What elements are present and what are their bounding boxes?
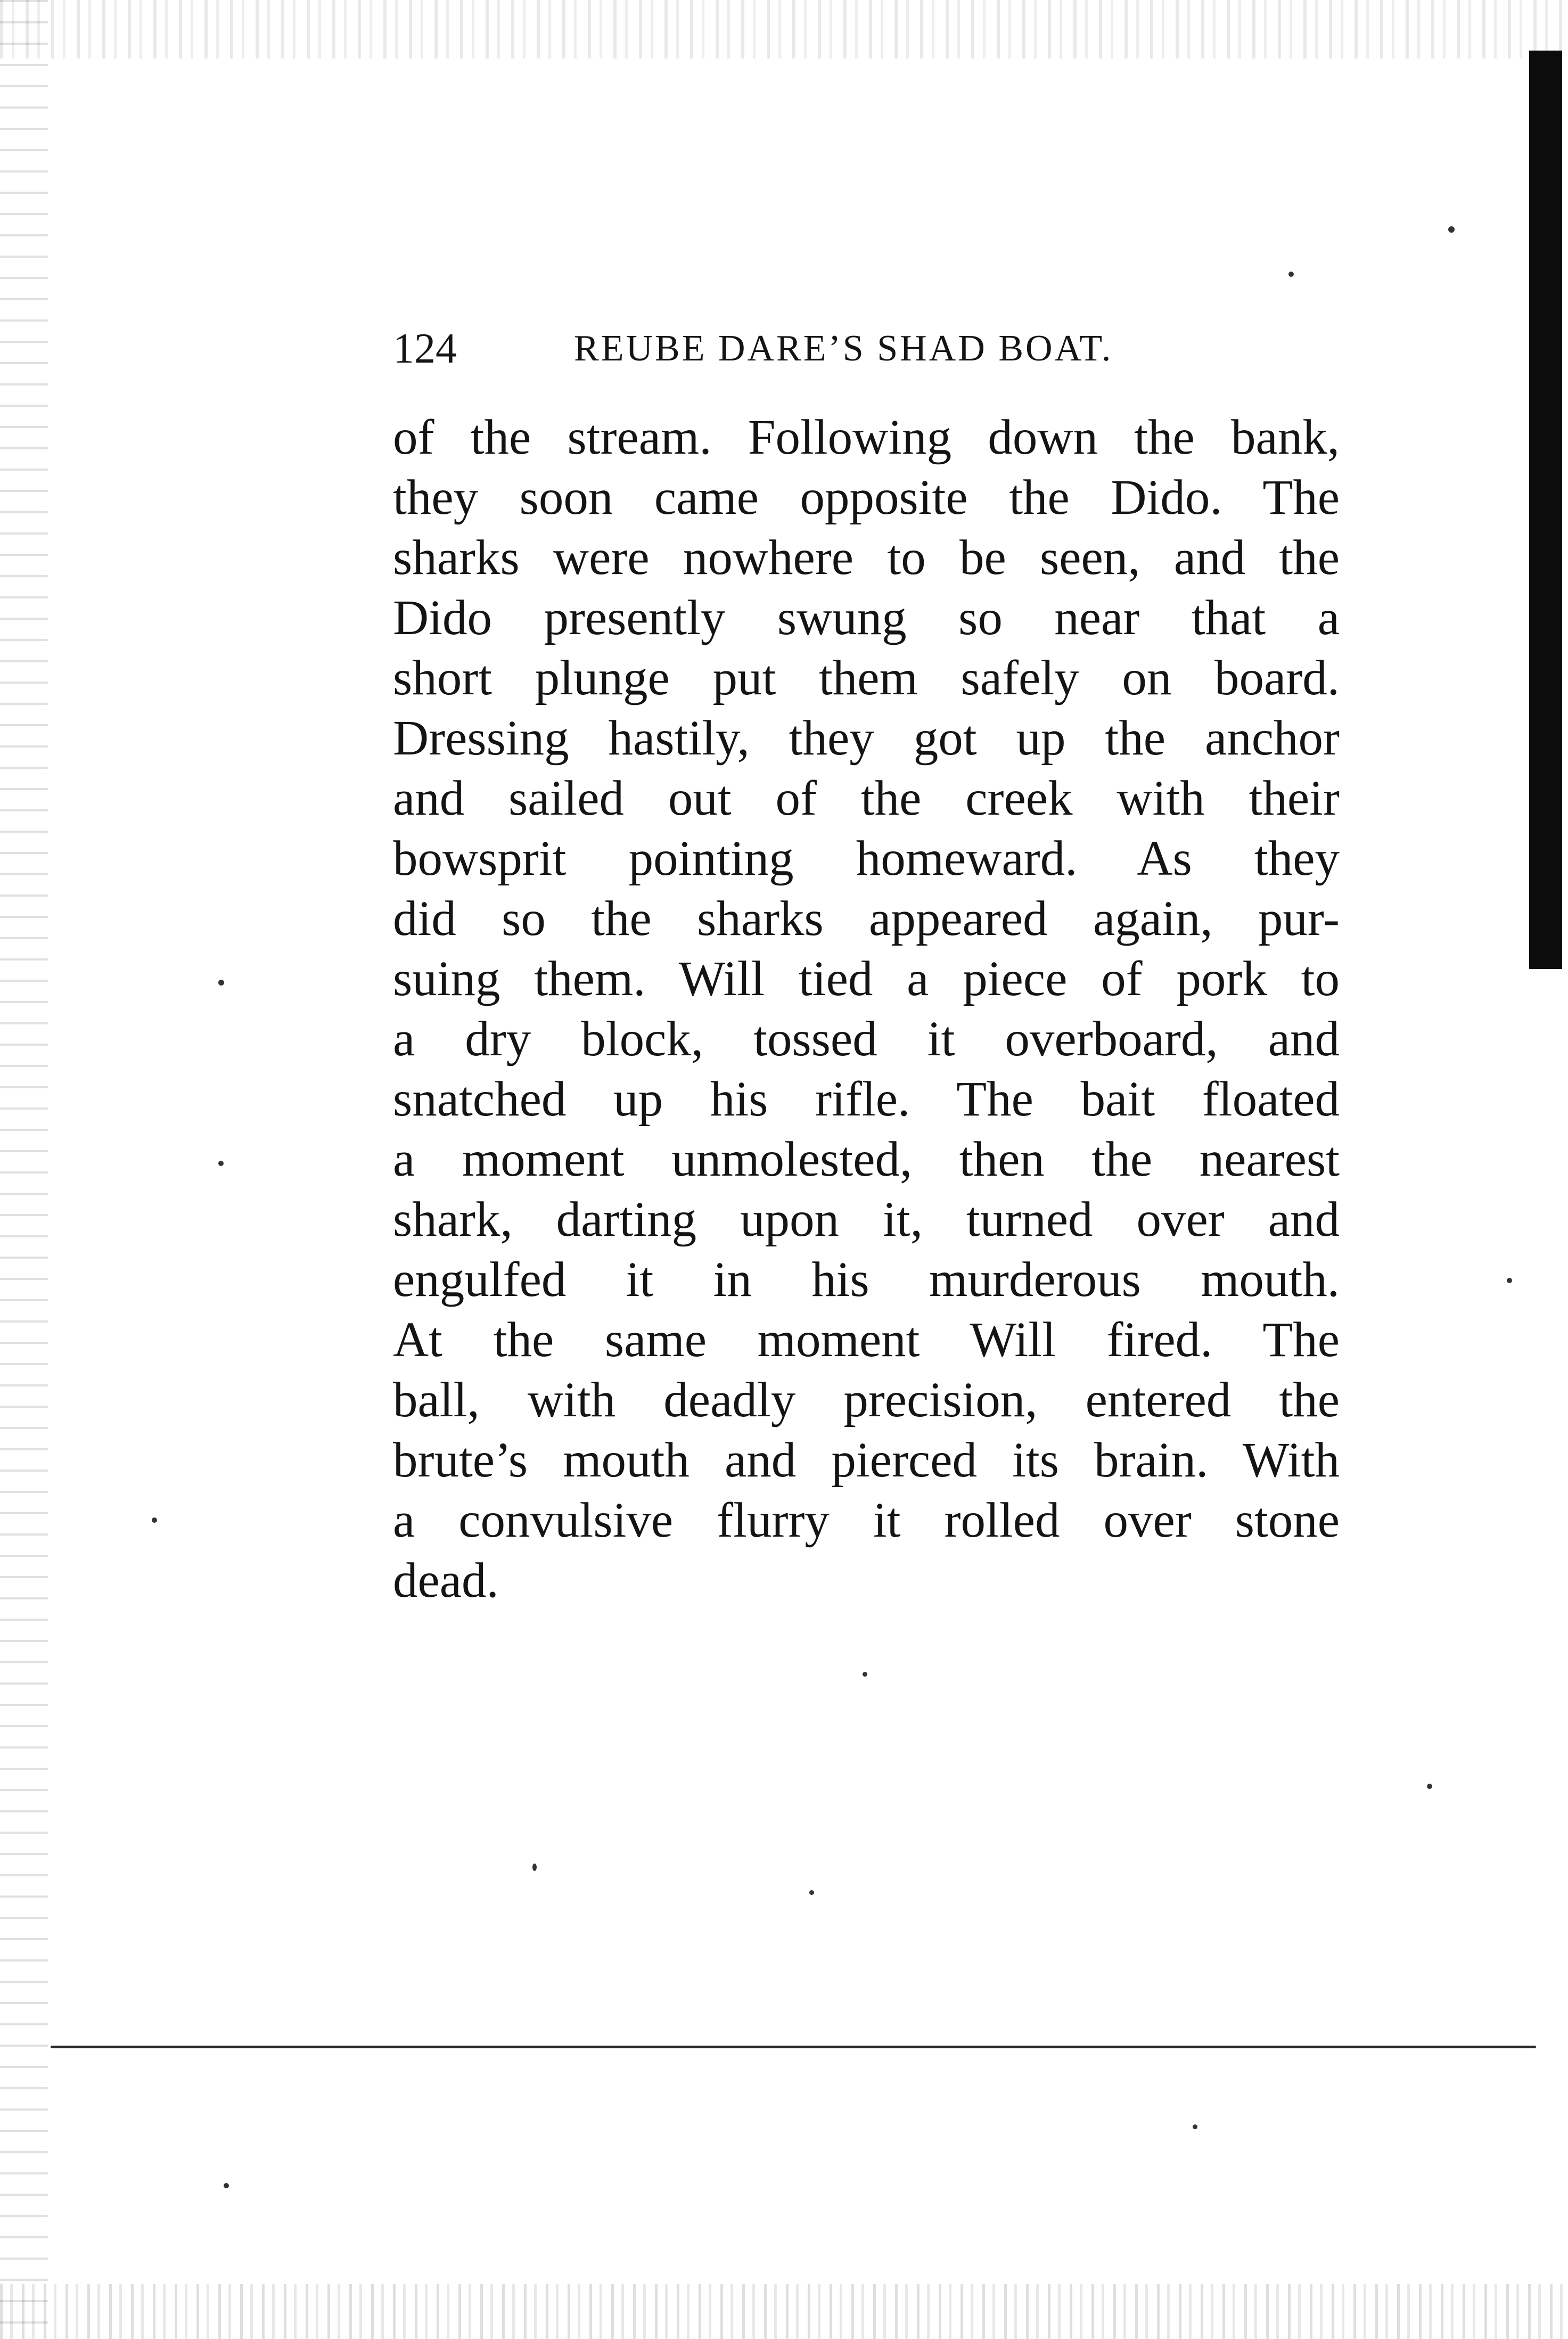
text-line: of the stream. Following down the bank, (393, 410, 1340, 465)
text-line: they soon came opposite the Dido. The (393, 470, 1340, 525)
page-header (393, 319, 1351, 378)
text-line: ball, with deadly precision, entered the (393, 1373, 1340, 1427)
text-line: a convulsive flurry it rolled over stone (393, 1493, 1340, 1548)
dust-speck (1288, 272, 1294, 277)
page-number: 124 (393, 325, 457, 372)
dust-speck (152, 1517, 157, 1523)
page-bottom-edge-noise (0, 2284, 1568, 2339)
dust-speck (532, 1864, 537, 1871)
text-line: and sailed out of the creek with their (393, 771, 1340, 826)
dust-speck (218, 1161, 224, 1166)
dust-speck (1427, 1784, 1432, 1789)
text-line: a dry block, tossed it overboard, and (393, 1012, 1340, 1066)
text-line: dead. (393, 1553, 499, 1608)
text-line: Dido presently swung so near that a (393, 590, 1340, 645)
text-line: bowsprit pointing homeward. As they (393, 831, 1340, 886)
dust-speck (863, 1672, 867, 1677)
dust-speck (1448, 226, 1455, 233)
text-line: short plunge put them safely on board. (393, 651, 1340, 705)
body-text (393, 407, 1340, 1611)
text-line: Dressing hastily, they got up the anchor (393, 711, 1340, 766)
dust-speck (1507, 1278, 1512, 1283)
text-line: a moment unmolested, then the nearest (393, 1132, 1340, 1187)
page-left-edge-noise (0, 0, 48, 2339)
text-line: snatched up his rifle. The bait floated (393, 1072, 1340, 1127)
page-top-edge-noise (0, 0, 1568, 59)
text-line: brute’s mouth and pierced its brain. With (393, 1433, 1340, 1488)
text-line: shark, darting upon it, turned over and (393, 1192, 1340, 1247)
text-line: did so the sharks appeared again, pur- (393, 891, 1340, 946)
text-line: sharks were nowhere to be seen, and the (393, 530, 1340, 585)
text-line: suing them. Will tied a piece of pork to (393, 951, 1340, 1006)
dust-speck (224, 2183, 229, 2188)
text-line: At the same moment Will fired. The (393, 1312, 1340, 1367)
running-head: REUBE DARE’S SHAD BOAT. (574, 328, 1113, 369)
dust-speck (1193, 2124, 1197, 2129)
horizontal-rule (51, 2046, 1536, 2048)
dust-speck (809, 1890, 814, 1895)
binding-shadow-bar (1529, 51, 1562, 969)
dust-speck (218, 980, 224, 986)
text-line: engulfed it in his murderous mouth. (393, 1252, 1340, 1307)
